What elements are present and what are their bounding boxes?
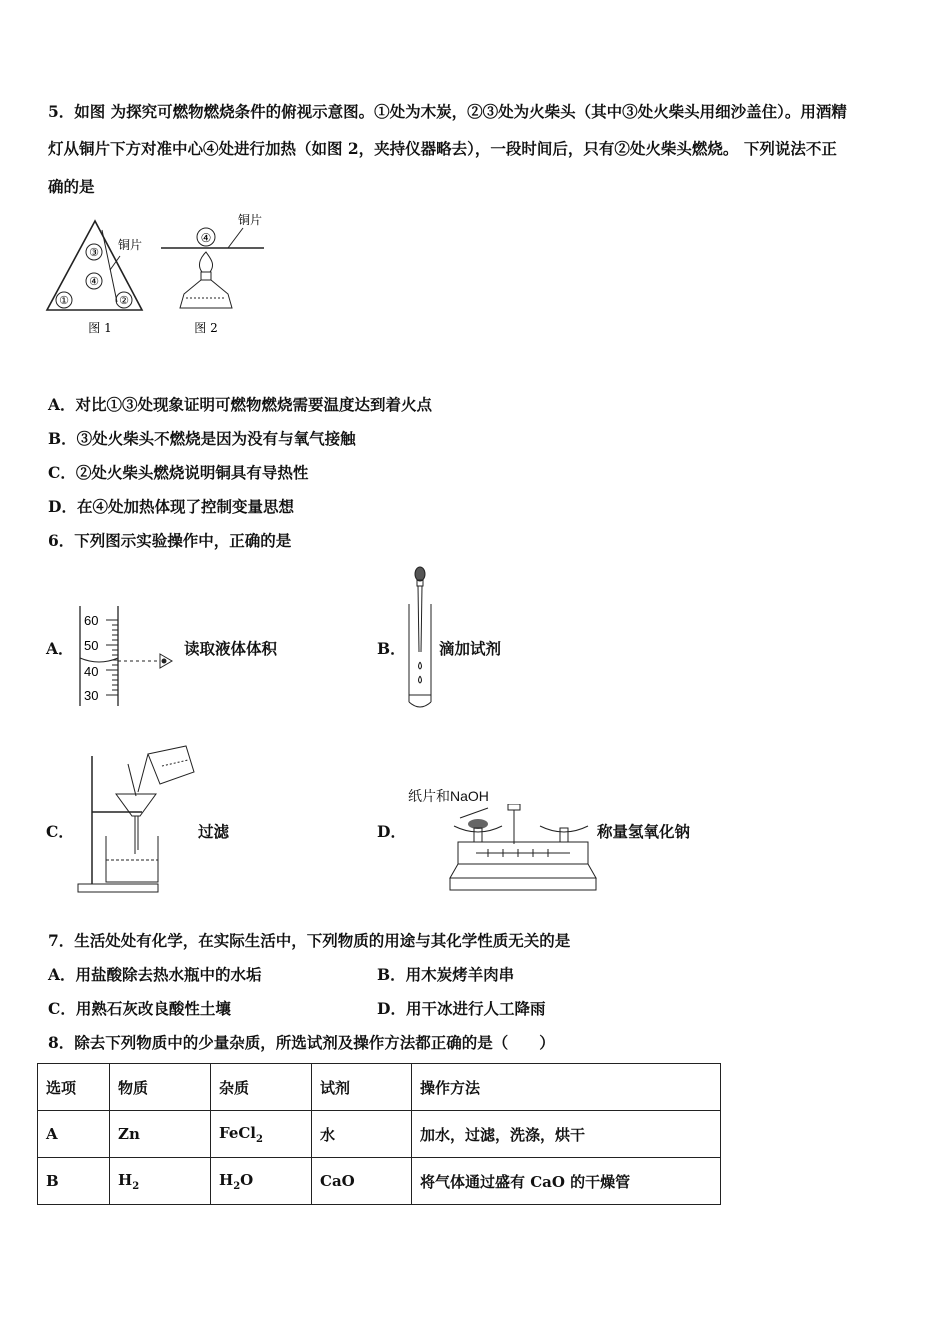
q7-option-b: B．用木炭烤羊肉串 (377, 965, 515, 984)
fig1-mark-3: ③ (89, 246, 99, 259)
q6-stem: 6．下列图示实验操作中，正确的是 (48, 531, 292, 550)
q5-stem-line2: 灯从铜片下方对准中心④处进行加热（如图 2，夹持仪器略去），一段时间后，只有②处火柴头燃烧。 下列说法不正 (48, 139, 837, 158)
table-row (38, 1158, 721, 1205)
q6-d-caption: 称量氢氧化钠 (597, 822, 691, 841)
row-a-impurity: FeCl$_2$ (211, 1111, 312, 1158)
q5-stem-line1: 5．如图 为探究可燃物燃烧条件的俯视示意图。①处为木炭，②③处为火柴头（其中③处火柴头用细沙盖住）。用酒精 (48, 102, 847, 121)
row-a-option: A (38, 1111, 110, 1158)
q6-b-letter: B． (377, 639, 406, 658)
row-a-method: 加水，过滤，洗涤，烘干 (412, 1111, 721, 1158)
q7-option-d: D．用干冰进行人工降雨 (377, 999, 546, 1018)
fig1-mark-1: ① (59, 294, 69, 307)
fig1-copper-label: 铜片 (118, 238, 143, 252)
fig2-copper-label: 铜片 (238, 213, 263, 227)
q5-figure-1 (42, 218, 154, 338)
q6-a-letter: A． (46, 639, 74, 658)
fig2-mark-4: ④ (200, 231, 212, 245)
q5-option-d: D．在④处加热体现了控制变量思想 (48, 497, 294, 516)
q7-stem: 7．生活处处有化学，在实际生活中，下列物质的用途与其化学性质无关的是 (48, 931, 571, 950)
header-option: 选项 (38, 1064, 110, 1111)
row-b-substance: $H_2$ (110, 1158, 211, 1205)
q6-c-caption: 过滤 (198, 822, 230, 841)
q6-d-balance-label: 纸片和NaOH (408, 788, 489, 804)
fig2-caption: 图 2 (194, 321, 218, 335)
q7-option-c: C．用熟石灰改良酸性土壤 (48, 999, 231, 1018)
q6-c-filtration-setup (76, 742, 198, 894)
q6-b-caption: 滴加试剂 (439, 639, 502, 658)
row-a-reagent: 水 (312, 1111, 412, 1158)
q6-d-balance (448, 804, 598, 896)
cylinder-tick-30: 30 (84, 688, 99, 703)
q8-stem: 8．除去下列物质中的少量杂质，所选试剂及操作方法都正确的是（ ） (48, 1033, 555, 1052)
q7-option-a: A．用盐酸除去热水瓶中的水垢 (48, 965, 262, 984)
q6-a-graduated-cylinder (76, 604, 181, 709)
q6-c-letter: C． (46, 822, 74, 841)
cylinder-tick-50: 50 (84, 638, 99, 653)
cylinder-tick-40: 40 (84, 664, 99, 679)
row-b-method: 将气体通过盛有 CaO 的干燥管 (412, 1158, 721, 1205)
table-row (38, 1111, 721, 1158)
cylinder-tick-60: 60 (84, 613, 99, 628)
q6-d-letter: D． (377, 822, 406, 841)
row-b-reagent: CaO (312, 1158, 412, 1205)
header-reagent: 试剂 (312, 1064, 412, 1111)
fig1-mark-4: ④ (89, 275, 99, 288)
header-method: 操作方法 (412, 1064, 721, 1111)
q5-option-a: A．对比①③处现象证明可燃物燃烧需要温度达到着火点 (48, 395, 433, 414)
row-b-impurity: $H_2O$ (211, 1158, 312, 1205)
fig1-caption: 图 1 (88, 321, 112, 335)
row-a-substance: Zn (110, 1111, 211, 1158)
q5-option-b: B．③处火柴头不燃烧是因为没有与氧气接触 (48, 429, 356, 448)
table-header-row (38, 1064, 721, 1111)
q6-b-dropper-test-tube (402, 564, 438, 712)
q5-stem-line3: 确的是 (48, 177, 95, 196)
header-substance: 物质 (110, 1064, 211, 1111)
q6-a-caption: 读取液体体积 (184, 639, 278, 658)
fig1-mark-2: ② (119, 294, 129, 307)
q8-table (37, 1063, 721, 1205)
q5-figure-2 (156, 208, 271, 338)
header-impurity: 杂质 (211, 1064, 312, 1111)
q5-option-c: C．②处火柴头燃烧说明铜具有导热性 (48, 463, 309, 482)
row-b-option: B (38, 1158, 110, 1205)
